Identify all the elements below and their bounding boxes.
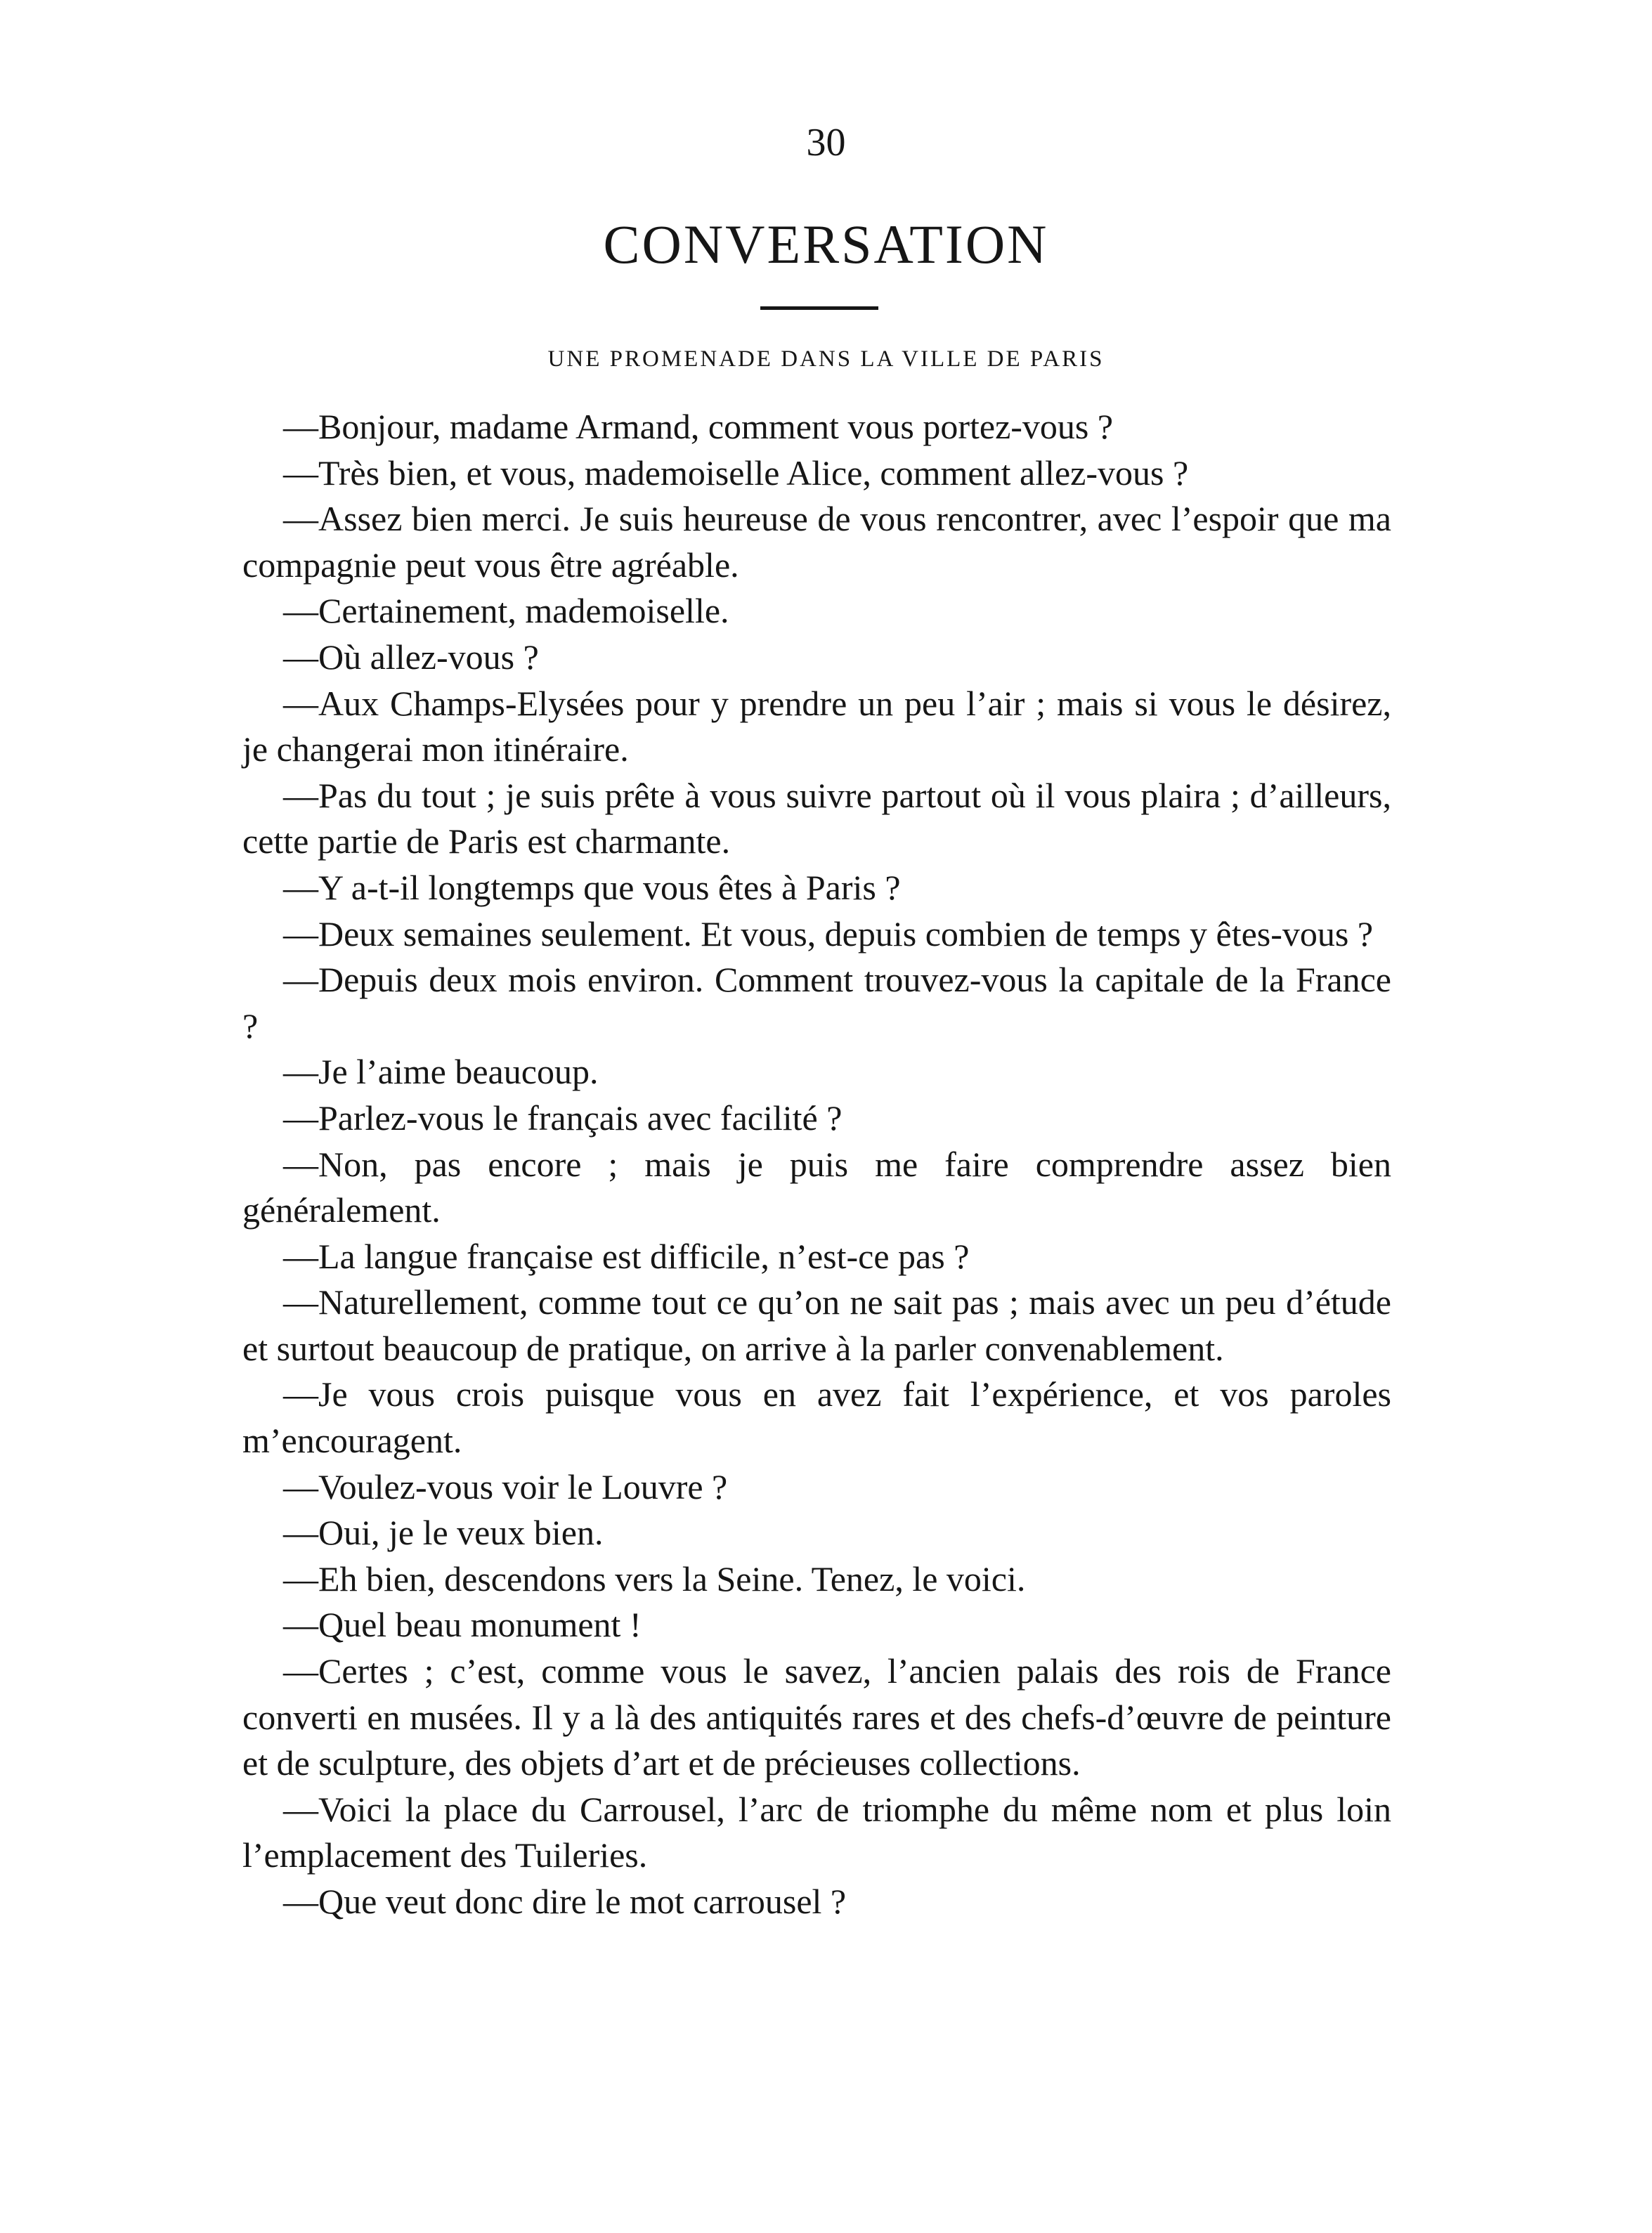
dialogue-line: —Certes ; c’est, comme vous le savez, l’ancien palais des rois de France converti en musées. Il y a là des antiquités rares et des chefs-d’œuvre de peinture et de sculpture, des objets d’art et de précieuses collections. — [242, 1651, 1391, 1783]
dialogue-line: —Oui, je le veux bien. — [283, 1513, 604, 1553]
dialogue-line: —Je l’aime beaucoup. — [283, 1052, 599, 1092]
dialogue-text — [242, 404, 1391, 1925]
dialogue-line: —Parlez-vous le français avec facilité ? — [283, 1098, 843, 1138]
page-number: 30 — [806, 121, 846, 164]
dialogue-line: —Pas du tout ; je suis prête à vous suivre partout où il vous plaira ; d’ailleurs, cette partie de Paris est charmante. — [242, 775, 1391, 861]
dialogue-line: —Où allez-vous ? — [283, 637, 539, 677]
dialogue-line: —Voulez-vous voir le Louvre ? — [283, 1466, 728, 1506]
dialogue-line: —Bonjour, madame Armand, comment vous portez-vous ? — [283, 407, 1114, 446]
dialogue-line: —Je vous crois puisque vous en avez fait l’expérience, et vos paroles m’encouragent. — [242, 1374, 1391, 1461]
dialogue-line: —Assez bien merci. Je suis heureuse de vous rencontrer, avec l’espoir que ma compagnie peut vous être agréable. — [242, 499, 1391, 585]
page-title: CONVERSATION — [603, 214, 1049, 275]
dialogue-line: —Que veut donc dire le mot carrousel ? — [283, 1882, 847, 1921]
dialogue-line: —Eh bien, descendons vers la Seine. Tenez, le voici. — [283, 1558, 1026, 1599]
dialogue-line: —Depuis deux mois environ. Comment trouvez-vous la capitale de la France ? — [242, 960, 1391, 1046]
title-divider — [760, 306, 878, 310]
dialogue-line: —Très bien, et vous, mademoiselle Alice, comment allez-vous ? — [283, 453, 1189, 493]
dialogue-line: —Naturellement, comme tout ce qu’on ne sait pas ; mais avec un peu d’étude et surtout beaucoup de pratique, on arrive à la parler convenablement. — [242, 1282, 1391, 1368]
dialogue-line: —Y a-t-il longtemps que vous êtes à Paris ? — [283, 867, 901, 907]
dialogue-line: —Certainement, mademoiselle. — [283, 591, 729, 631]
dialogue-line: —Voici la place du Carrousel, l’arc de triomphe du même nom et plus loin l’emplacement des Tuileries. — [242, 1789, 1391, 1875]
dialogue-line: —Aux Champs-Elysées pour y prendre un peu l’air ; mais si vous le désirez, je changerai mon itinéraire. — [242, 683, 1391, 769]
dialogue-line: —Non, pas encore ; mais je puis me faire comprendre assez bien généralement. — [242, 1144, 1391, 1230]
dialogue-line: —La langue française est difficile, n’est-ce pas ? — [283, 1236, 970, 1276]
dialogue-line: —Quel beau monument ! — [283, 1605, 642, 1645]
dialogue-line: —Deux semaines seulement. Et vous, depuis combien de temps y êtes-vous ? — [283, 913, 1374, 953]
section-subtitle: UNE PROMENADE DANS LA VILLE DE PARIS — [547, 346, 1105, 372]
